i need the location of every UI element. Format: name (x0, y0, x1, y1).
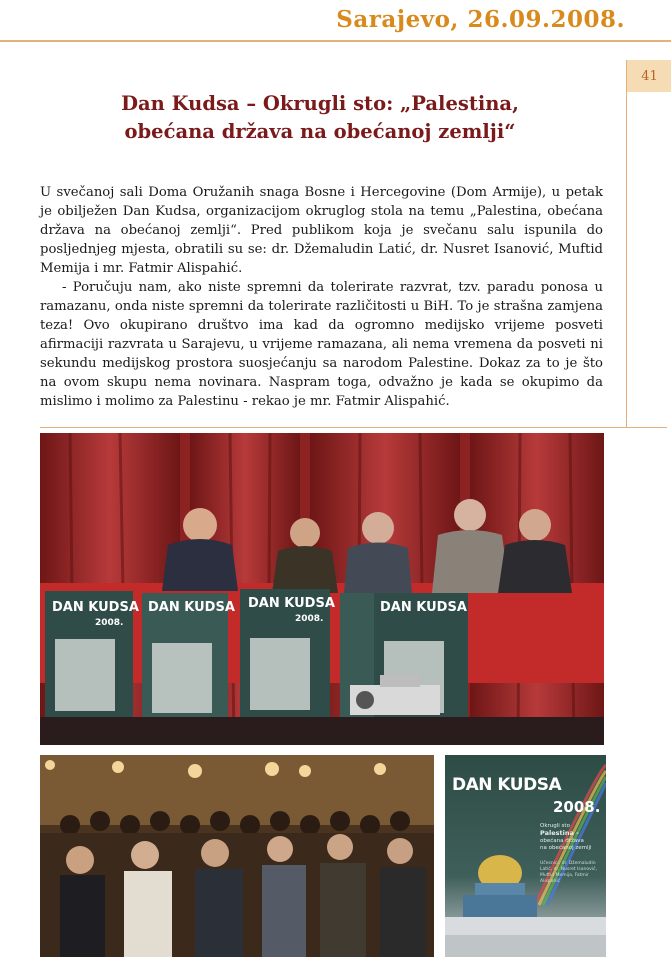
poster-subtitle-label: Okrugli sto (540, 823, 570, 829)
article-title-line1: Dan Kudsa – Okrugli sto: „Palestina, (121, 92, 519, 115)
header-date: Sarajevo, 26.09.2008. (336, 6, 625, 33)
page-number: 41 (641, 68, 658, 84)
article-body (40, 183, 603, 411)
banner-text-2: DAN KUDSA (148, 600, 235, 615)
poster-subtitle (540, 823, 604, 852)
event-poster (445, 755, 606, 957)
audience-photo (40, 755, 434, 957)
poster-participants: Učesnici: dr. Džemaludin Latić, dr. Nusret Isanović, Muftid Memija, Fatmir Alispahić (540, 861, 597, 884)
banner-year-2: 2008. (295, 614, 324, 624)
side-rule (626, 92, 627, 427)
body-divider (40, 427, 667, 428)
article-title-line2: obećana država na obećanoj zemlji“ (124, 120, 516, 143)
poster-subtitle-line2: obećana država (540, 838, 584, 844)
poster-title: DAN KUDSA (452, 775, 562, 795)
panel-photo (40, 433, 604, 745)
banner-text-4: DAN KUDSA (380, 600, 467, 615)
article-paragraph-2: - Poručuju nam, ako niste spremni da tolerirate razvrat, tzv. paradu ponosa u ramazanu, onda niste spremni da tolerirate različitosti u BiH. To je strašna zamjena teza! Ovo okupirano društvo ima kad da ogromno medijsko vrijeme posveti afirmaciji razvrata u Sarajevu, u vrijeme ramazana, ali nema vremena da posveti ni sekundu medijskog prostora suosjećanju sa narodom Palestine. Dokaz za to je što na ovom skupu nema novinara. Naspram toga, odvažno je kada se okupimo da mislimo i molimo za Palestinu - rekao je mr. Fatmir Alispahić. (40, 280, 603, 409)
header-rule (0, 40, 671, 42)
article-title (70, 90, 570, 146)
banner-text-1: DAN KUDSA (52, 600, 139, 615)
page-number-tab (626, 60, 671, 92)
poster-year: 2008. (553, 798, 601, 816)
poster-subtitle-line3: na obećanoj zemlji (540, 845, 592, 851)
article-paragraph-1: U svečanoj sali Doma Oružanih snaga Bosne i Hercegovine (Dom Armije), u petak je obilježen Dan Kudsa, organizacijom okruglog stola na temu „Palestina, obećana država na obećanoj zemlji“. Pred publikom koja je svečanu salu ispunila do posljednjeg mjesta, obratili su se: dr. Džemaludin Latić, dr. Nusret Isanović, Muftid Memija i mr. Fatmir Alispahić. (40, 185, 603, 276)
banner-text-3: DAN KUDSA (248, 596, 335, 611)
poster-subtitle-line1: Palestina - (540, 829, 579, 837)
banner-year-1: 2008. (95, 618, 124, 628)
